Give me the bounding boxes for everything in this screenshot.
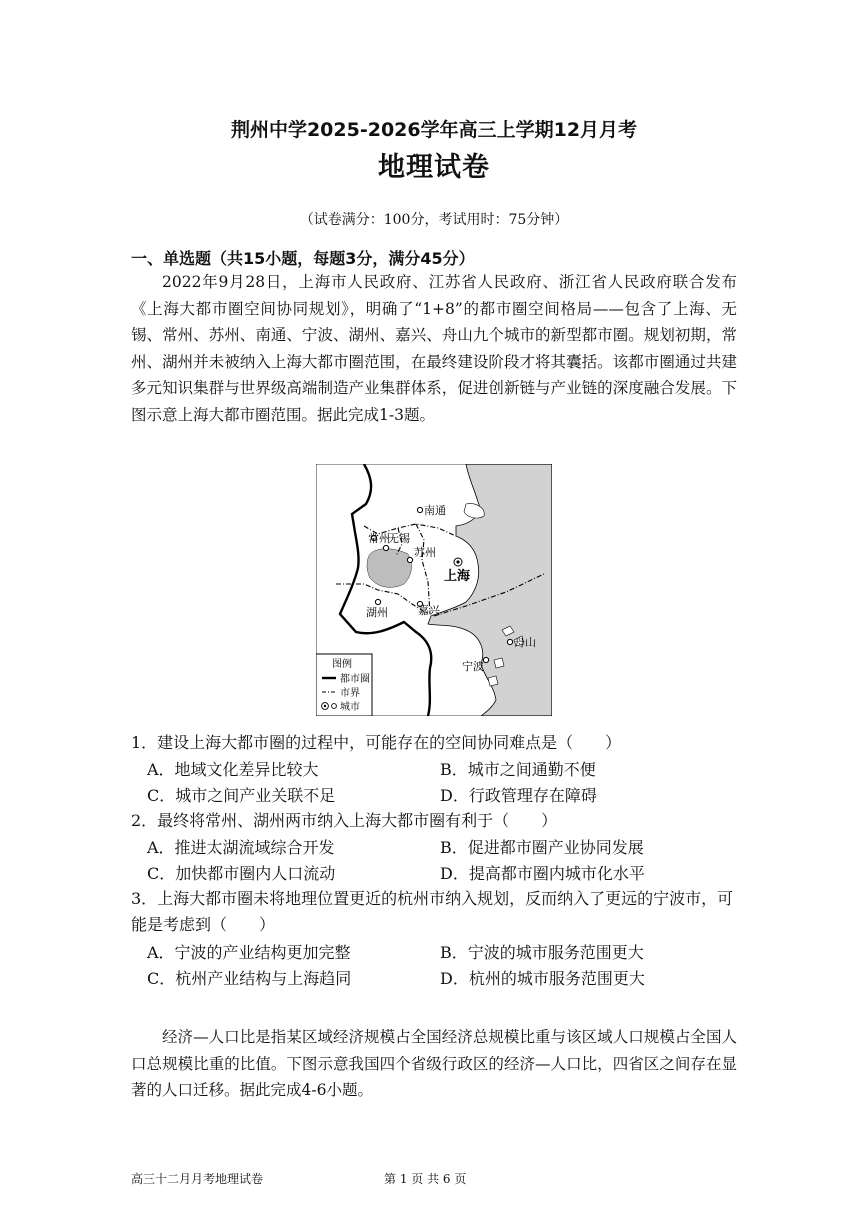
passage-2: 经济—人口比是指某区域经济规模占全国经济总规模比重与该区域人口规模占全国人口总规模比重的比值。下图示意我国四个省级行政区的经济—人口比，四省区之间存在显著的人口迁移。据此完成4-6小题。 (131, 1028, 737, 1099)
legend-city-icon (332, 704, 337, 709)
city-label: 苏州 (414, 546, 436, 559)
footer-title: 高三十二月月考地理试卷 (131, 1172, 264, 1186)
q2-option-c[interactable]: C．加快都市圈内人口流动 (147, 864, 336, 883)
passage-1: 2022年9月28日，上海市人民政府、江苏省人民政府、浙江省人民政府联合发布《上海大都市圈空间协同规划》，明确了“1+8”的都市圈空间格局——包含了上海、无锡、常州、苏州、南通、宁波、湖州、嘉兴、舟山九个城市的新型都市圈。规划初期，常州、湖州并未被纳入上海大都市圈范围，在最终建设阶段才将其囊括。该都市圈通过共建多元知识集群与世界级高端制造产业集群体系，促进创新链与产业链的深度融合发展。下图示意上海大都市圈范围。据此完成1-3题。 (131, 273, 737, 424)
q2-option-d[interactable]: D．提高都市圈内城市化水平 (440, 864, 645, 883)
subject-title: 地理试卷 (378, 152, 490, 183)
q3-option-d[interactable]: D．杭州的城市服务范围更大 (440, 969, 645, 988)
q1-option-b[interactable]: B．城市之间通勤不便 (440, 760, 596, 779)
city-nantong (417, 507, 422, 512)
island (488, 676, 498, 686)
legend-label: 市界 (340, 688, 360, 699)
city-label: 嘉兴 (418, 604, 440, 617)
island (494, 658, 504, 668)
city-zhoushan (507, 639, 512, 644)
q1-option-c[interactable]: C．城市之间产业关联不足 (147, 786, 336, 805)
question-2-stem: 2．最终将常州、湖州两市纳入上海大都市圈有利于（ ） (131, 811, 558, 830)
legend-capital-icon (324, 705, 326, 707)
city-label: 常州 (368, 532, 390, 545)
legend-label: 都市圈 (340, 674, 370, 685)
q2-option-b[interactable]: B．促进都市圈产业协同发展 (440, 838, 644, 857)
city-huzhou (375, 599, 380, 604)
q1-option-d[interactable]: D．行政管理存在障碍 (440, 786, 597, 805)
city-label: 南通 (424, 504, 446, 517)
page-number: 第 1 页 共 6 页 (384, 1172, 467, 1186)
q3-option-c[interactable]: C．杭州产业结构与上海趋同 (147, 969, 352, 988)
q2-option-a[interactable]: A．推进太湖流域综合开发 (147, 838, 335, 857)
city-label: 无锡 (388, 532, 410, 545)
city-label: 宁波 (462, 660, 484, 673)
exam-title: 荆州中学2025-2026学年高三上学期12月月考 (230, 119, 638, 141)
q3-option-b[interactable]: B．宁波的城市服务范围更大 (440, 943, 644, 962)
city-wuxi (383, 545, 388, 550)
city-shanghai-inner (456, 560, 459, 563)
q3-option-a[interactable]: A．宁波的产业结构更加完整 (147, 943, 351, 962)
taihu-lake (367, 549, 411, 588)
section-heading: 一、单选题（共15小题，每题3分，满分45分） (131, 249, 475, 268)
exam-info: （试卷满分：100分，考试用时：75分钟） (299, 212, 569, 228)
city-suzhou (407, 557, 412, 562)
legend-label: 城市 (340, 702, 360, 713)
city-ningbo (483, 657, 488, 662)
legend-title: 图例 (332, 659, 352, 670)
city-label: 上海 (444, 569, 471, 584)
city-label: 舟山 (514, 636, 536, 649)
metro-map (316, 464, 552, 716)
question-3-stem: 3．上海大都市圈未将地理位置更近的杭州市纳入规划，反而纳入了更远的宁波市，可能是考虑到（ ） (131, 889, 734, 934)
q1-option-a[interactable]: A．地域文化差异比较大 (147, 760, 319, 779)
city-label: 湖州 (366, 606, 388, 619)
question-1-stem: 1．建设上海大都市圈的过程中，可能存在的空间协同难点是（ ） (131, 733, 622, 752)
